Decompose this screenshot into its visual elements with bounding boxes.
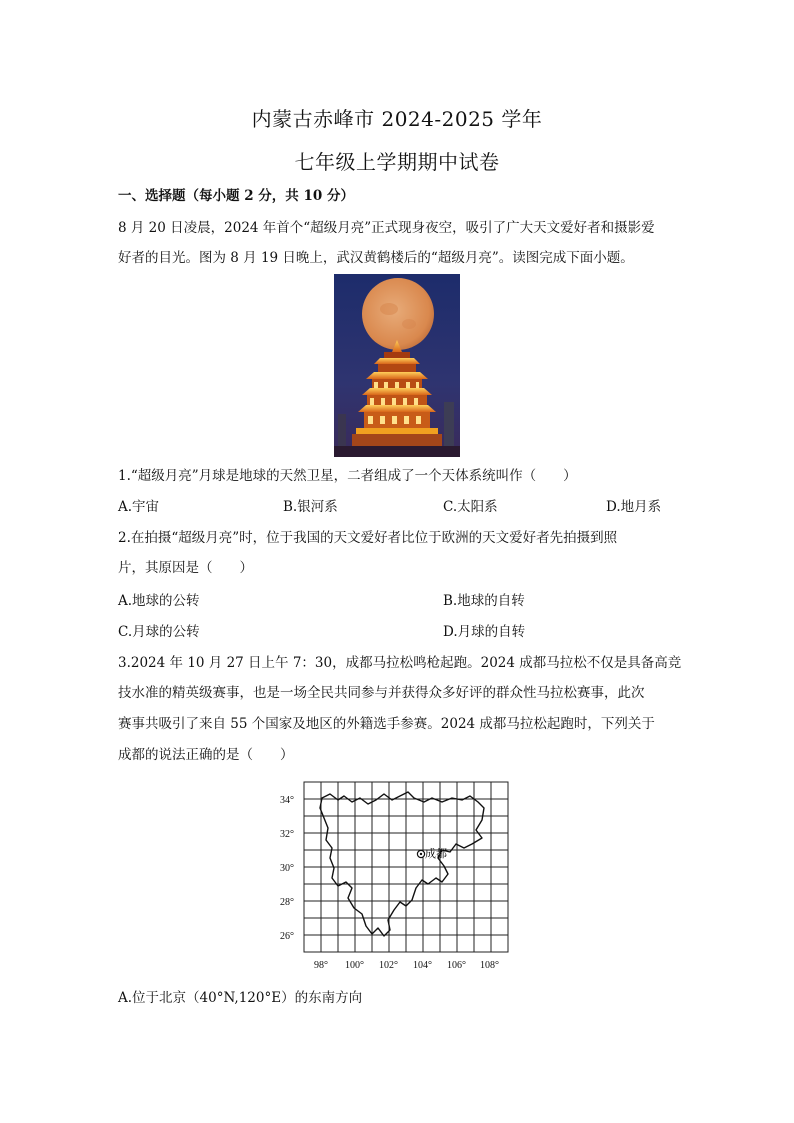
lon-label-102: 102° xyxy=(379,960,398,971)
yellow-crane-tower-photo xyxy=(334,274,460,457)
q2-stem-line1: 2.在拍摄“超级月亮”时，位于我国的天文爱好者比位于欧洲的天文爱好者先拍摄到照 xyxy=(118,530,618,546)
section-heading: 一、选择题（每小题 2 分，共 10 分） xyxy=(118,188,354,204)
q2-option-b[interactable]: B.地球的自转 xyxy=(443,593,525,609)
q1-option-b[interactable]: B.银河系 xyxy=(283,499,338,515)
q2-stem-line2: 片，其原因是（ ） xyxy=(118,560,253,576)
lat-label-28: 28° xyxy=(280,897,294,908)
lat-label-26: 26° xyxy=(280,931,294,942)
sichuan-outline xyxy=(320,792,484,936)
lat-label-30: 30° xyxy=(280,863,294,874)
intro-text-line2: 好者的目光。图为 8 月 19 日晚上，武汉黄鹤楼后的“超级月亮”。读图完成下面小题。 xyxy=(118,250,634,266)
lon-label-104: 104° xyxy=(413,960,432,971)
q3-stem-line1: 3.2024 年 10 月 27 日上午 7：30，成都马拉松鸣枪起跑。2024 成都马拉松不仅是具备高竞 xyxy=(118,655,682,671)
lat-label-32: 32° xyxy=(280,829,294,840)
lat-label-34: 34° xyxy=(280,795,294,806)
q1-stem: 1.“超级月亮”月球是地球的天然卫星，二者组成了一个天体系统叫作（ ） xyxy=(118,468,577,484)
lon-label-108: 108° xyxy=(480,960,499,971)
lon-label-98: 98° xyxy=(314,960,328,971)
page-title-line1: 内蒙古赤峰市 2024-2025 学年 xyxy=(251,107,543,131)
q3-stem-line3: 赛事共吸引了来自 55 个国家及地区的外籍选手参赛。2024 成都马拉松起跑时，下列关于 xyxy=(118,716,655,732)
lon-label-100: 100° xyxy=(345,960,364,971)
q1-option-c[interactable]: C.太阳系 xyxy=(443,499,498,515)
q3-stem-line4: 成都的说法正确的是（ ） xyxy=(118,747,294,763)
q3-option-a[interactable]: A.位于北京（40°N,120°E）的东南方向 xyxy=(118,990,363,1006)
intro-text-line1: 8 月 20 日凌晨，2024 年首个“超级月亮”正式现身夜空，吸引了广大天文爱好者和摄影爱 xyxy=(118,220,655,236)
q1-option-a[interactable]: A.宇宙 xyxy=(118,499,160,515)
sichuan-grid-map xyxy=(272,778,522,978)
q2-option-c[interactable]: C.月球的公转 xyxy=(118,624,200,640)
q2-option-d[interactable]: D.月球的自转 xyxy=(443,624,526,640)
q3-stem-line2: 技水准的精英级赛事，也是一场全民共同参与并获得众多好评的群众性马拉松赛事，此次 xyxy=(118,685,645,701)
page-title-line2: 七年级上学期期中试卷 xyxy=(294,150,500,174)
q2-option-a[interactable]: A.地球的公转 xyxy=(118,593,200,609)
chengdu-label: 成都 xyxy=(425,848,447,860)
q1-option-d[interactable]: D.地月系 xyxy=(606,499,662,515)
map-grid xyxy=(304,782,508,952)
lon-label-106: 106° xyxy=(447,960,466,971)
